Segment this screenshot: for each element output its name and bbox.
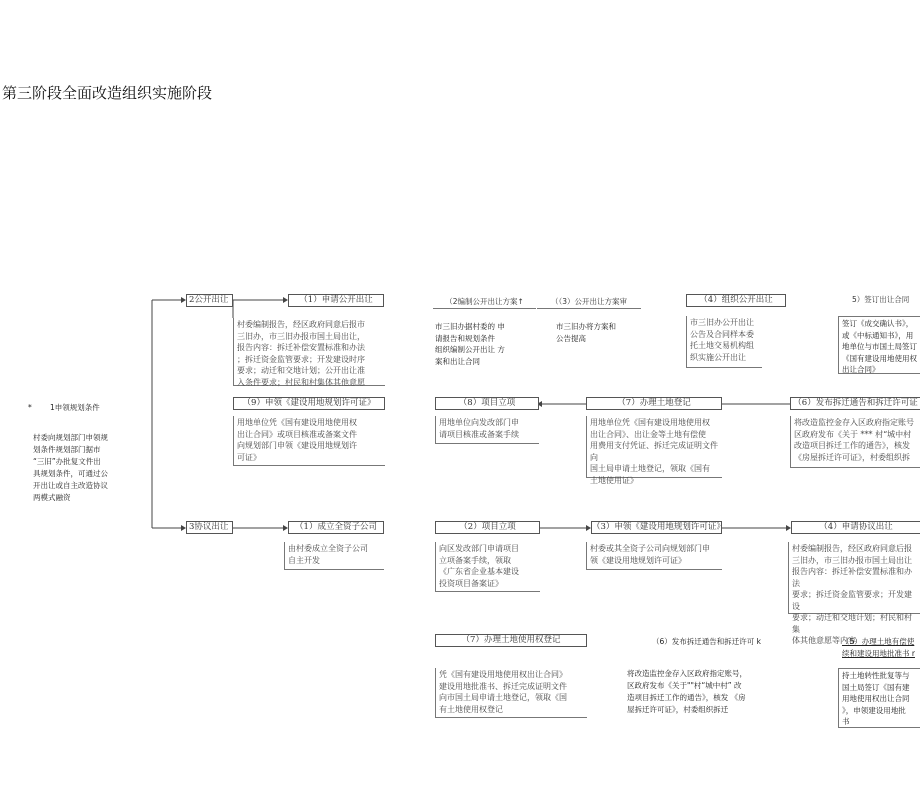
row3-step3-body: 村委或其全资子公司向规划部门申 领《建设用地规划许可证》: [586, 542, 722, 570]
left-note-bullet: *: [28, 403, 32, 412]
row2-step9-body: 用地单位凭《国有建设用地使用权 出让合同》或项目核准或备案文件 向规划部门申领《建设用地规划许 可证》: [233, 416, 385, 466]
row3-step1-body: 由村委成立全资子公司 自主开发: [284, 542, 384, 570]
row3-step2-header: （2）项目立项: [435, 521, 540, 534]
left-note-label: 1申领规划条件: [50, 403, 100, 412]
row2-step9-header: （9）申领《建设用地规划许可证》: [233, 397, 385, 410]
row1-step4-header: （4）组织公开出让: [686, 294, 786, 307]
row4-step5-body: 持土地转性批复等与 国土局签订《国有建 用地使用权出让合同 》，申领建设用地批 书: [838, 668, 920, 728]
row1-step3-header: （（3）公开出让方案审: [537, 296, 641, 309]
row1-step1-body: 村委编制报告，经区政府同意后报市 三旧办，市三旧办报市国土局出让， 报告内容：拆迁补偿安置标准和办法 ；拆迁资金监管要求；开发建设时序 要求；动迁和交地计划；公开出让准 入条件要求；村民和村集体其他意愿: [233, 318, 385, 386]
left-note-text: 村委向规划部门申领规 划条件规划部门据市 “三旧”办批复文件出 具规划条件，可通过公 开出让或自主改造协议 两模式融资: [33, 433, 108, 502]
row4-step5-header: （5）办理土地有偿使 续和建设用地批准书 r: [842, 637, 915, 658]
row2-step6-header: （6）发布拆迁通告和拆迁许可证: [790, 397, 920, 410]
row4-step7-body: 凭《国有建设用地使用权出让合同》 建设用地批准书、拆迁完成证明文件 向市国土局申请土地登记，领取《国 有土地使用权登记: [435, 668, 587, 718]
branch-agreement-transfer: 3协议出让: [186, 521, 233, 534]
row3-step3-header: （3）申领《建设用地规划许可证》: [592, 522, 725, 532]
row2-step8-header: （8）项目立项: [435, 397, 539, 410]
row1-step5-header: 5）签订出让合同: [852, 294, 920, 307]
page-title: 第三阶段全面改造组织实施阶段: [2, 84, 213, 102]
row1-step2-body: 市三旧办据村委的 申 请报告和规划条件 组织编制公开出让 方 案和出让合同: [432, 320, 536, 370]
row4-step7-header: （7）办理土地使用权登记: [435, 634, 587, 647]
row1-step3-body: 市三旧办将方案和 公告提高: [553, 320, 639, 346]
row1-step4-body: 市三旧办公开出让 公告及合同样本委 托土地交易机构组 织实施公开出让: [686, 316, 762, 368]
row4-step6-body: 将改造监控金存入区政府指定账号， 区政府发布《关于""村“城中村” 改 造项目拆迁工作的通告》，核发 《房 屋拆迁许可证》，村委组织拆迁: [627, 669, 747, 714]
row4-step6-header: （6）发布拆迁通告和拆迁许可 k: [652, 637, 761, 646]
row3-step1-header: （1）成立全资子公司: [288, 521, 384, 534]
row2-step7-header: （7）办理土地登记: [586, 397, 722, 410]
row3-step4-body: 村委编制报告，经区政府同意后报 三旧办，市三旧办报市国土局出让 报告内容：拆迁补偿安置标准和办法 要求；拆迁资金监管要求；开发建设 要求；动迁和交地计划；村民和村集 体其他意愿等内容: [788, 542, 920, 614]
row1-step5-body: 签订《成交确认书》， 或《中标通知书》，用 地单位与市国土局签订 《国有建设用地使用权 出让合同》: [838, 316, 920, 374]
row1-step2-header: （2编制公开出让方案↑: [433, 296, 536, 309]
row2-step6-body: 将改造监控金存入区政府指定账号 区政府发布《关于 *** 村“城中村 改造项目拆迁工作的通告》，核发 《房屋拆迁许可证》，村委组织拆: [790, 416, 920, 468]
branch-public-transfer: 2公开出让: [186, 294, 233, 307]
row3-step4-header: （4）申请协议出让: [791, 521, 920, 534]
row3-step2-body: 向区发改部门申请项目 立项备案手续，领取 《广东省企业基本建设 投资项目备案证》: [435, 542, 540, 592]
row1-step1-header: （1）申请公开出让: [288, 294, 384, 307]
row2-step7-body: 用地单位凭《国有建设用地使用权 出让合同》、出让金等土地有偿使 用费用支付凭证、拆迁完成证明文件向 国土局申请土地登记，领取《国有 土地使用证》: [586, 416, 722, 478]
row2-step8-body: 用地单位向发改部门申 请项目核准或备案手续: [435, 416, 539, 444]
